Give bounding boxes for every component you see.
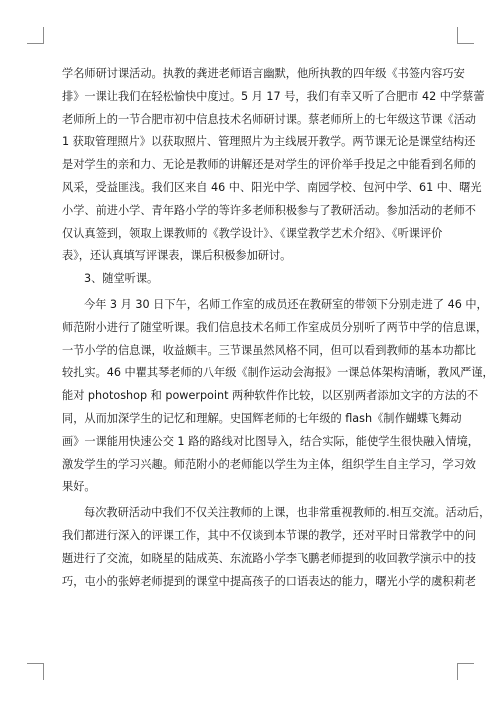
text-line: 能对 photoshop 和 powerpoint 两种软件作比较，以区别两者添加文字的方法的不 — [62, 389, 479, 403]
document-body — [62, 63, 494, 593]
text-line: 学名师研讨课活动。执教的龚进老师语言幽默，他所执教的四年级《书签内容巧安 — [62, 67, 465, 80]
text-line: 小学、前进小学、青年路小学的等许多老师积极参与了教研活动。参加活动的老师不 — [62, 203, 476, 217]
text-line: 每次教研活动中我们不仅关注教师的上课，也非常重视教师的.相互交流。活动后， — [84, 506, 491, 520]
text-line: 表》，还认真填写评课表，课后积极参加研讨。 — [62, 249, 292, 263]
text-line: 是对学生的亲和力、无论是教师的讲解还是对学生的评价举手投足之中能看到名师的 — [62, 158, 476, 172]
text-line: 激发学生的学习兴趣。师范附小的老师能以学生为主体，组织学生自主学习，学习效 — [62, 457, 476, 471]
text-line: 我们都进行深入的评课工作，其中不仅谈到本节课的教学，还对平时日常教学中的问 — [62, 528, 476, 542]
text-line: 师范附小进行了随堂听课。我们信息技术名师工作室成员分别听了两节中学的信息课， — [62, 320, 488, 334]
text-line: 老师所上的一节合肥市初中信息技术名师研讨课。蔡老师所上的七年级这节课《活动 — [62, 112, 476, 126]
text-line: 巧，屯小的张婷老师提到的课堂中提高孩子的口语表达的能力，曙光小学的虞积莉老 — [62, 574, 476, 588]
text-line: 风采，受益匪浅。我们区来自 46 中、阳光中学、南园学校、包河中学、61 中、曙光 — [62, 180, 482, 194]
crop-mark-bottom-left — [27, 663, 44, 680]
text-line: 同，从而加深学生的记忆和理解。史国辉老师的七年级的 flash《制作蝴蝶飞舞动 — [62, 411, 462, 425]
text-line: 画》一课能用快速公交 1 路的路线对比图导入，结合实际，能使学生很快融入情境， — [62, 434, 479, 448]
crop-mark-top-left — [27, 27, 44, 44]
crop-mark-bottom-right — [457, 663, 474, 680]
text-line: 仅认真签到，领取上课教师的《教学设计》、《课堂教学艺术介绍》、《听课评价 — [62, 226, 443, 240]
text-line: 1 获取管理照片》以获取照片、管理照片为主线展开教学。两节课无论是课堂结构还 — [62, 135, 476, 149]
text-line: 果好。 — [62, 480, 96, 494]
text-line: 今年 3 月 30 日下午，名师工作室的成员还在教研室的带领下分别走进了 46 中， — [84, 297, 488, 311]
text-line: 题进行了交流，如晓星的陆成英、东流路小学李飞鹏老师提到的收回教学演示中的技 — [62, 551, 476, 565]
crop-mark-top-right — [457, 27, 474, 44]
text-line: 一节小学的信息课，收益颇丰。三节课虽然风格不同，但可以看到教师的基本功都比 — [62, 343, 476, 357]
text-line: 较扎实。46 中瞿其琴老师的八年级《制作运动会海报》一课总体架构清晰，教风严谨， — [62, 366, 494, 380]
text-line: 3、随堂听课。 — [84, 272, 159, 286]
text-line: 排》一课让我们在轻松愉快中度过。5 月 17 号，我们有幸又听了合肥市 42 中学蔡蕾 — [62, 89, 485, 103]
